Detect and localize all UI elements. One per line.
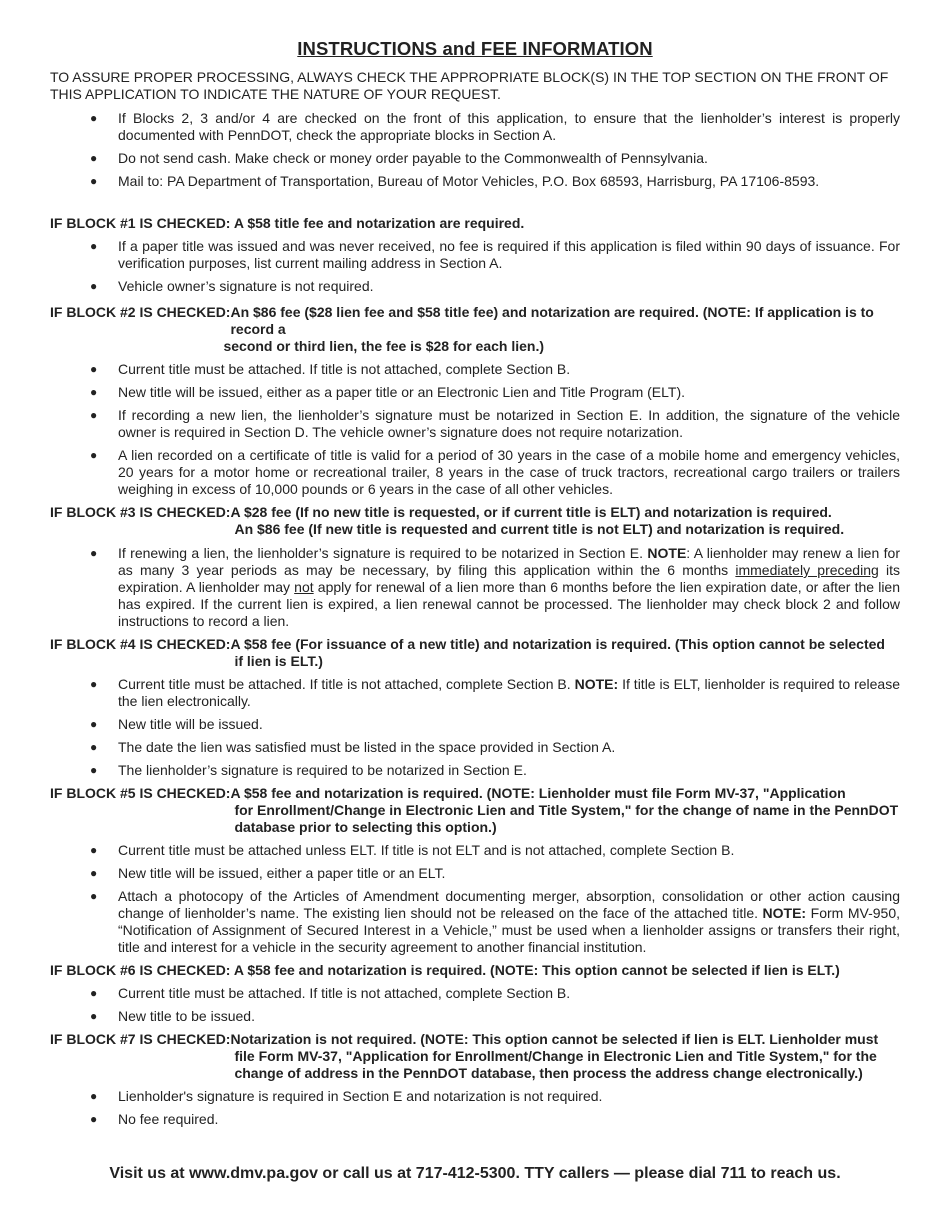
list-item: ● The lienholder’s signature is required to be notarized in Section E. bbox=[50, 762, 900, 779]
list-item: ● New title to be issued. bbox=[50, 1008, 900, 1025]
list-item: ● If renewing a lien, the lienholder’s signature is required to be notarized in Section E. NOTE: A lienholder may renew a lien for as many 3 year periods as may be necessary, by filing this application within the 6 months immediately preceding its expiration. A lienholder may not apply for renewal of a lien more than 6 months before the lien expiration date, or after the lien has expired. If the current lien is expired, a lien renewal cannot be processed. The lienholder may check block 2 and follow instructions to record a lien. bbox=[50, 545, 900, 630]
block5-list bbox=[50, 842, 900, 956]
block7-heading: IF BLOCK #7 IS CHECKED: Notarization is not required. (NOTE: This option cannot be selected if lien is ELT. Lienholder must file Form MV-37, "Application for Enrollment/Change in Electronic Lien and Title System," for the change of address in the PennDOT database, then process the address change electronically.) bbox=[50, 1031, 879, 1081]
list-item: ● Current title must be attached. If title is not attached, complete Section B. NOTE: If title is ELT, lienholder is required to release the lien electronically. bbox=[50, 676, 900, 710]
list-item: ● A lien recorded on a certificate of title is valid for a period of 30 years in the case of a mobile home and emergency vehicles, 20 years for a motor home or recreational trailer, 8 years in the case of truck tractors, recreational cargo trailers or trailers weighing in excess of 10,000 pounds or 6 years in the case of all other vehicles. bbox=[50, 447, 900, 498]
block6-list bbox=[50, 985, 900, 1025]
block5-heading: IF BLOCK #5 IS CHECKED: A $58 fee and notarization is required. (NOTE: Lienholder must file Form MV-37, "Application for Enrollment/Change in Electronic Lien and Title System," for the change of name in the PennDOT database prior to selecting this option.) bbox=[50, 785, 899, 835]
list-item: ● Current title must be attached. If title is not attached, complete Section B. bbox=[50, 361, 900, 378]
list-item: ● Vehicle owner’s signature is not required. bbox=[50, 278, 900, 295]
block2-list bbox=[50, 361, 900, 498]
list-item: ● New title will be issued, either a paper title or an ELT. bbox=[50, 865, 900, 882]
list-item: ● If a paper title was issued and was never received, no fee is required if this application is filed within 90 days of issuance. For verification purposes, list current mailing address in Section A. bbox=[50, 238, 900, 272]
list-item: ● New title will be issued, either as a paper title or an Electronic Lien and Title Program (ELT). bbox=[50, 384, 900, 401]
list-item: ● Do not send cash. Make check or money order payable to the Commonwealth of Pennsylvania. bbox=[50, 150, 900, 167]
block7-list bbox=[50, 1088, 900, 1128]
general-list bbox=[50, 110, 900, 190]
block3-list bbox=[50, 545, 900, 630]
page-title: INSTRUCTIONS and FEE INFORMATION bbox=[297, 38, 653, 59]
list-item: ● Mail to: PA Department of Transportation, Bureau of Motor Vehicles, P.O. Box 68593, Harrisburg, PA 17106-8593. bbox=[50, 173, 900, 190]
list-item: ● The date the lien was satisfied must be listed in the space provided in Section A. bbox=[50, 739, 900, 756]
block4-list bbox=[50, 676, 900, 779]
list-item: ● Attach a photocopy of the Articles of Amendment documenting merger, absorption, consolidation or other action causing change of lienholder’s name. The existing lien should not be released on the face of the attached title. NOTE: Form MV-950, “Notification of Assignment of Secured Interest in a Vehicle,” must be used when a lienholder assigns or transfers their right, title and interest for a vehicle in the security agreement to another financial institution. bbox=[50, 888, 900, 956]
list-item: ● Current title must be attached. If title is not attached, complete Section B. bbox=[50, 985, 900, 1002]
block1-list bbox=[50, 238, 900, 295]
list-item: ● Current title must be attached unless ELT. If title is not ELT and is not attached, complete Section B. bbox=[50, 842, 900, 859]
block3-heading: IF BLOCK #3 IS CHECKED: A $28 fee (If no new title is requested, or if current title is ELT) and notarization is required. An $86 fee (If new title is requested and current title is not ELT) and notarization is required. bbox=[50, 504, 845, 537]
block6-heading: IF BLOCK #6 IS CHECKED: A $58 fee and notarization is required. (NOTE: This option cannot be selected if lien is ELT.) bbox=[50, 962, 840, 978]
block2-heading: IF BLOCK #2 IS CHECKED: An $86 fee ($28 lien fee and $58 title fee) and notarization are required. (NOTE: If application is to record a second or third lien, the fee is $28 for each lien.) bbox=[50, 304, 874, 354]
list-item: ● Lienholder's signature is required in Section E and notarization is not required. bbox=[50, 1088, 900, 1105]
block1-heading: IF BLOCK #1 IS CHECKED: A $58 title fee and notarization are required. bbox=[50, 215, 525, 231]
contact-footer: Visit us at www.dmv.pa.gov or call us at 717-412-5300. TTY callers — please dial 711 to reach us. bbox=[109, 1165, 841, 1182]
list-item: ● If Blocks 2, 3 and/or 4 are checked on the front of this application, to ensure that the lienholder’s interest is properly documented with PennDOT, check the appropriate blocks in Section A. bbox=[50, 110, 900, 144]
list-item: ● No fee required. bbox=[50, 1111, 900, 1128]
list-item: ● If recording a new lien, the lienholder’s signature must be notarized in Section E. In addition, the signature of the vehicle owner is required in Section D. The vehicle owner’s signature does not require notarization. bbox=[50, 407, 900, 441]
intro-text: TO ASSURE PROPER PROCESSING, ALWAYS CHECK THE APPROPRIATE BLOCK(S) IN THE TOP SECTION ON THE FRONT OF THIS APPLICATION TO INDICATE THE NATURE OF YOUR REQUEST. bbox=[50, 69, 889, 102]
block4-heading: IF BLOCK #4 IS CHECKED: A $58 fee (For issuance of a new title) and notarization is required. (This option cannot be selected if lien is ELT.) bbox=[50, 636, 885, 669]
list-item: ● New title will be issued. bbox=[50, 716, 900, 733]
